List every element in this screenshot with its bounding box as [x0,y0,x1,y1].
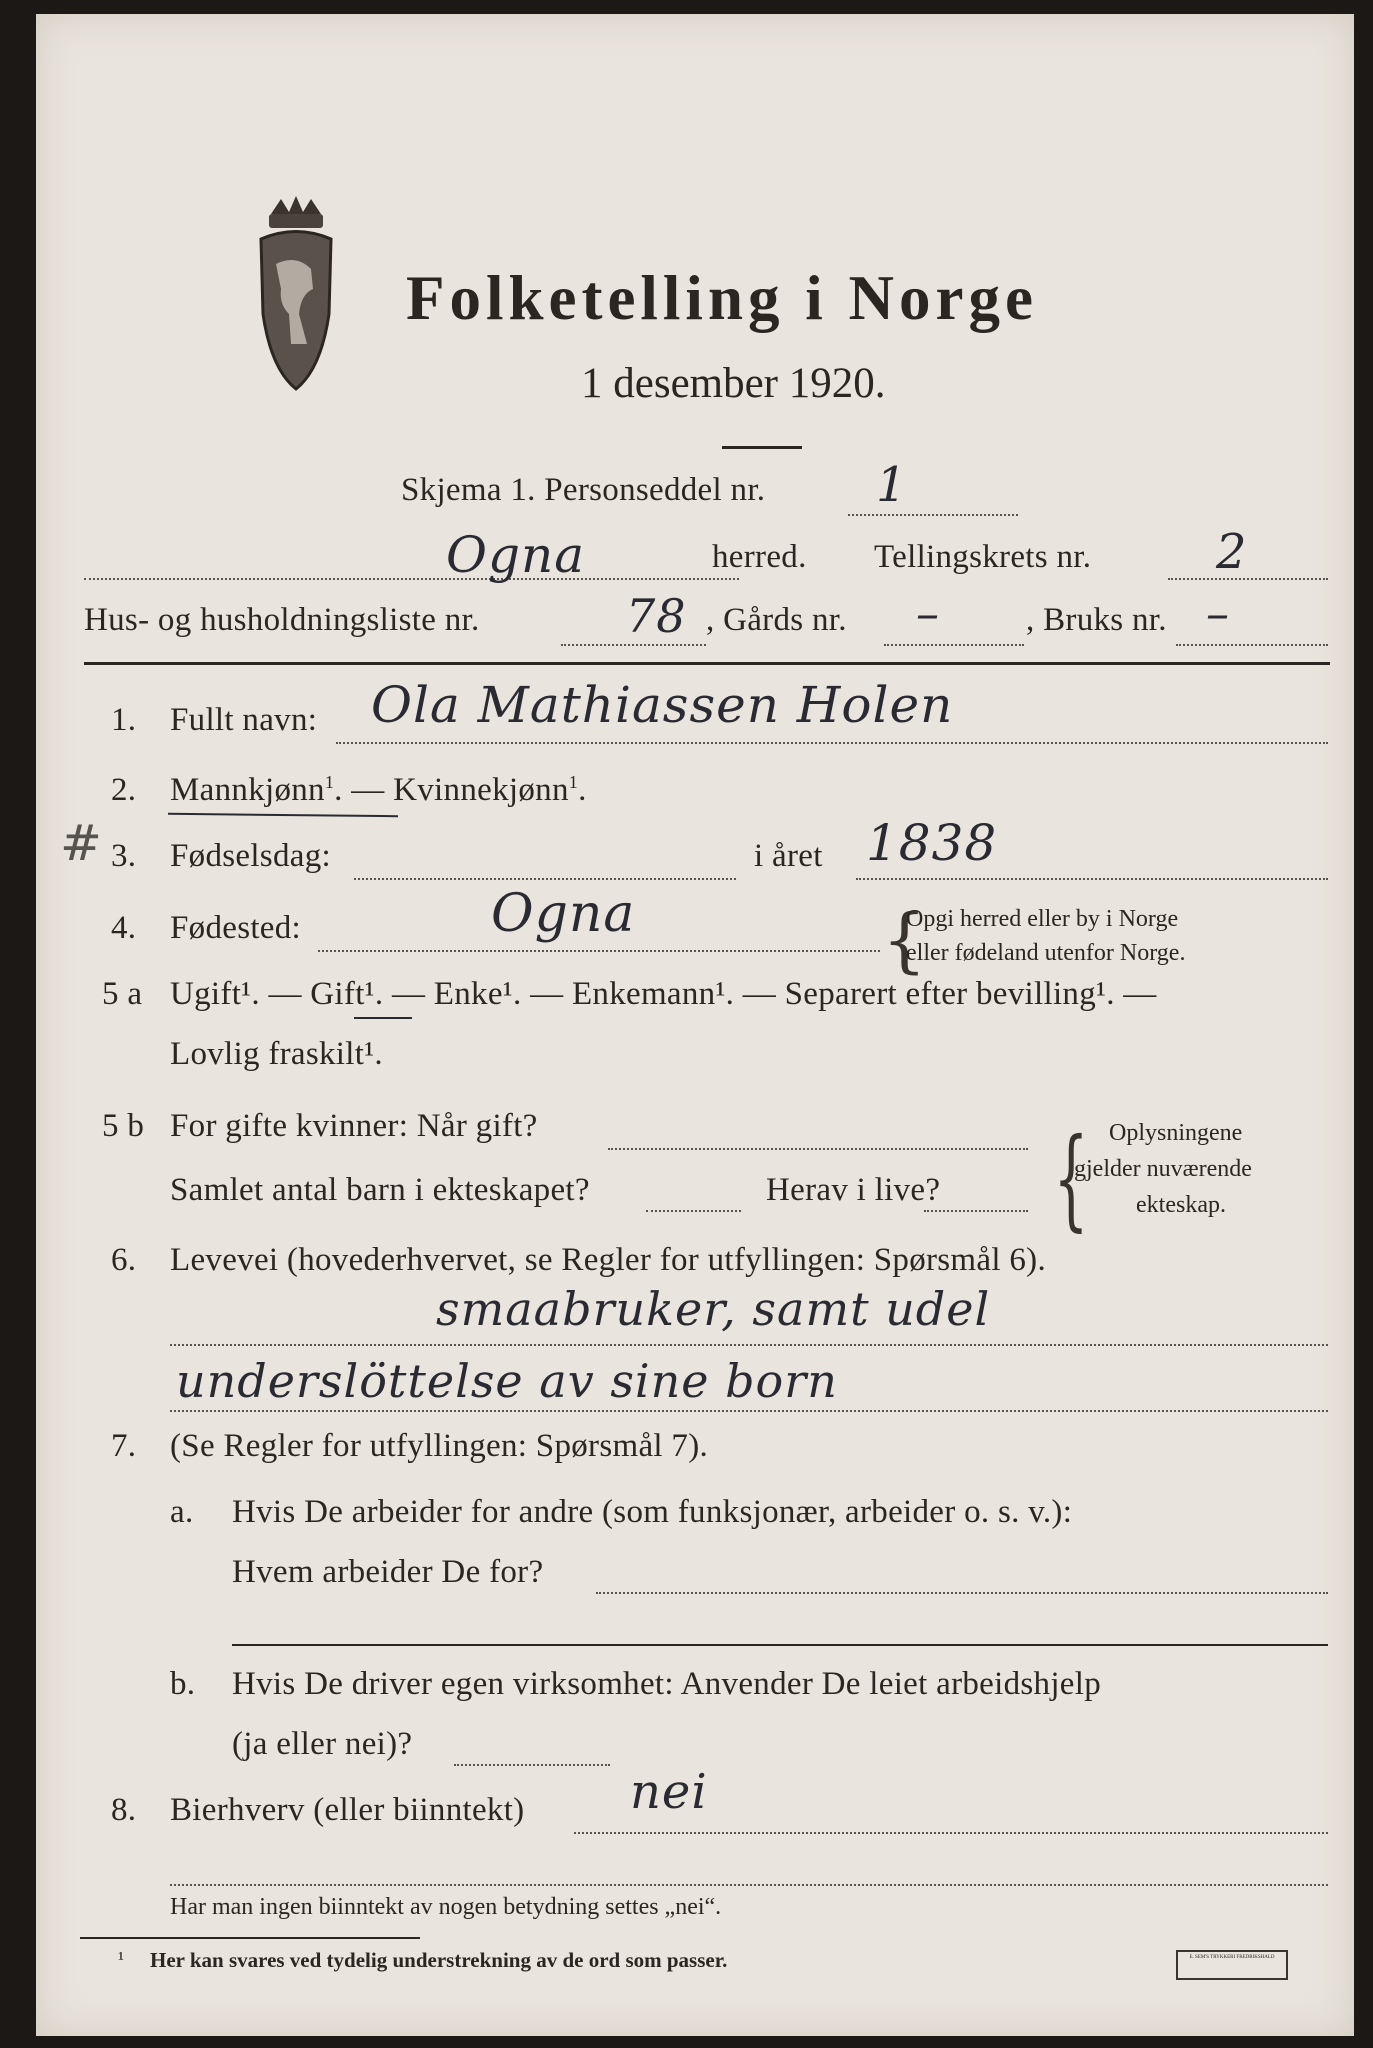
header-divider [84,662,1330,665]
q5b-when-married-line [608,1148,1028,1150]
gards-line [884,644,1024,646]
q7a-question: Hvis De arbeider for andre (som funksjonær, arbeider o. s. v.): [232,1494,1073,1530]
q6-occupation-value-line2: underslöttelse av sine born [176,1354,838,1408]
q8-instruction: Har man ingen biinntekt av nogen betydning settes „nei“. [170,1894,722,1920]
q5a-gift-underline [354,1017,412,1019]
q3-year-label: i året [754,838,823,874]
q3-margin-mark: # [60,814,103,872]
q3-birthday-line [354,878,736,880]
q4-note-line2: eller fødeland utenfor Norge. [906,940,1186,966]
q2-male-underline [168,813,398,817]
q4-label: Fødested: [170,910,302,946]
q7b-yes-no-label: (ja eller nei)? [232,1726,413,1762]
q2-sex-options: Mannkjønn$^1$. — Kvinnekjønn$^1$. [170,772,587,808]
q7a-employer-line2 [232,1644,1328,1646]
printer-stamp: E. SEM'S TRYKKERI FREDRIKSHALD [1176,1950,1288,1980]
gards-label: , Gårds nr. [706,602,847,638]
q5b-note-line2: gjelder nuværende [1074,1156,1252,1182]
census-form-page [36,14,1354,2036]
herred-label: herred. [712,539,807,575]
q1-line [336,742,1328,744]
herred-value: Ogna [446,526,586,584]
q8-line2 [170,1884,1328,1886]
bruks-line [1176,644,1328,646]
footnote-text: Her kan svares ved tydelig understrekning av de ord som passer. [150,1948,728,1972]
q3-number: 3. [111,838,137,874]
bruks-value: – [1206,586,1230,640]
q8-number: 8. [111,1792,137,1828]
census-date: 1 desember 1920. [581,360,886,407]
gards-value: – [916,586,940,640]
q5b-alive-label: Herav i live? [766,1172,941,1208]
q1-label: Fullt navn: [170,702,318,738]
tellingskrets-value: 2 [1216,524,1248,580]
q5b-children-label: Samlet antal barn i ekteskapet? [170,1172,590,1208]
q2-female-option: Kvinnekjønn [393,772,569,808]
form-number-label: Skjema 1. Personseddel nr. [401,472,766,508]
herred-line [84,578,739,580]
q5b-note-line1: Oplysningene [1109,1120,1243,1146]
q5b-children-line [646,1210,741,1212]
q8-line1 [574,1832,1328,1834]
q2-separator: . — [334,772,394,808]
q4-birthplace-value: Ogna [491,884,636,944]
bruks-label: , Bruks nr. [1026,602,1167,638]
q5a-number: 5 a [102,976,143,1012]
q3-label: Fødselsdag: [170,838,331,874]
q5b-alive-line [924,1210,1028,1212]
q5b-number: 5 b [102,1108,145,1144]
form-number-line [848,514,1018,516]
q1-full-name-value: Ola Mathiassen Holen [371,676,954,734]
q5a-marital-options: Ugift¹. — Gift¹. — Enke¹. — Enkemann¹. — Separert efter bevilling¹. — [170,976,1157,1012]
q5b-when-married-label: For gifte kvinner: Når gift? [170,1108,538,1144]
q2-female-footnote: 1 [568,772,579,792]
form-title: Folketelling i Norge [406,263,1038,333]
norwegian-coat-of-arms-icon [241,194,351,404]
q5b-note-brace: { [1053,1114,1089,1242]
household-list-label: Hus- og husholdningsliste nr. [84,602,480,638]
q7b-question: Hvis De driver egen virksomhet: Anvender De leiet arbeidshjelp [232,1666,1102,1702]
q6-label: Levevei (hovederhvervet, se Regler for utfyllingen: Spørsmål 6). [170,1242,1047,1278]
q6-number: 6. [111,1242,137,1278]
q6-occupation-value-line1: smaabruker, samt udel [436,1282,991,1336]
q6-line2 [170,1410,1328,1412]
tellingskrets-line [1168,578,1328,580]
form-number-value: 1 [876,457,908,513]
q4-note-brace: { [882,899,927,981]
q2-number: 2. [111,772,137,808]
q7-label: (Se Regler for utfyllingen: Spørsmål 7). [170,1428,709,1464]
q7a-letter: a. [170,1494,194,1530]
q7b-letter: b. [170,1666,196,1702]
q7b-yes-no-line [454,1764,610,1766]
q2-male-option: Mannkjønn [170,772,325,808]
household-list-line [561,644,706,646]
q6-line1 [170,1344,1328,1346]
q8-label: Bierhverv (eller biinntekt) [170,1792,525,1828]
q7a-employer-line [596,1592,1328,1594]
q1-number: 1. [111,702,137,738]
q4-number: 4. [111,910,137,946]
q5a-marital-options-cont: Lovlig fraskilt¹. [170,1036,383,1072]
tellingskrets-label: Tellingskrets nr. [874,539,1092,575]
q8-side-income-value: nei [630,1764,708,1820]
q5b-note-line3: ekteskap. [1136,1192,1226,1218]
footnote-mark: ¹ [118,1948,124,1970]
q7-number: 7. [111,1428,137,1464]
q7a-employer-label: Hvem arbeider De for? [232,1554,544,1590]
q3-year-line [856,878,1328,880]
q2-male-footnote: 1 [324,772,335,792]
q4-line [318,950,880,952]
q3-birth-year-value: 1838 [866,814,998,872]
footnote-divider [80,1937,420,1939]
household-list-value: 78 [626,589,687,643]
title-divider [722,446,802,449]
q4-note-line1: Opgi herred eller by i Norge [906,906,1179,932]
